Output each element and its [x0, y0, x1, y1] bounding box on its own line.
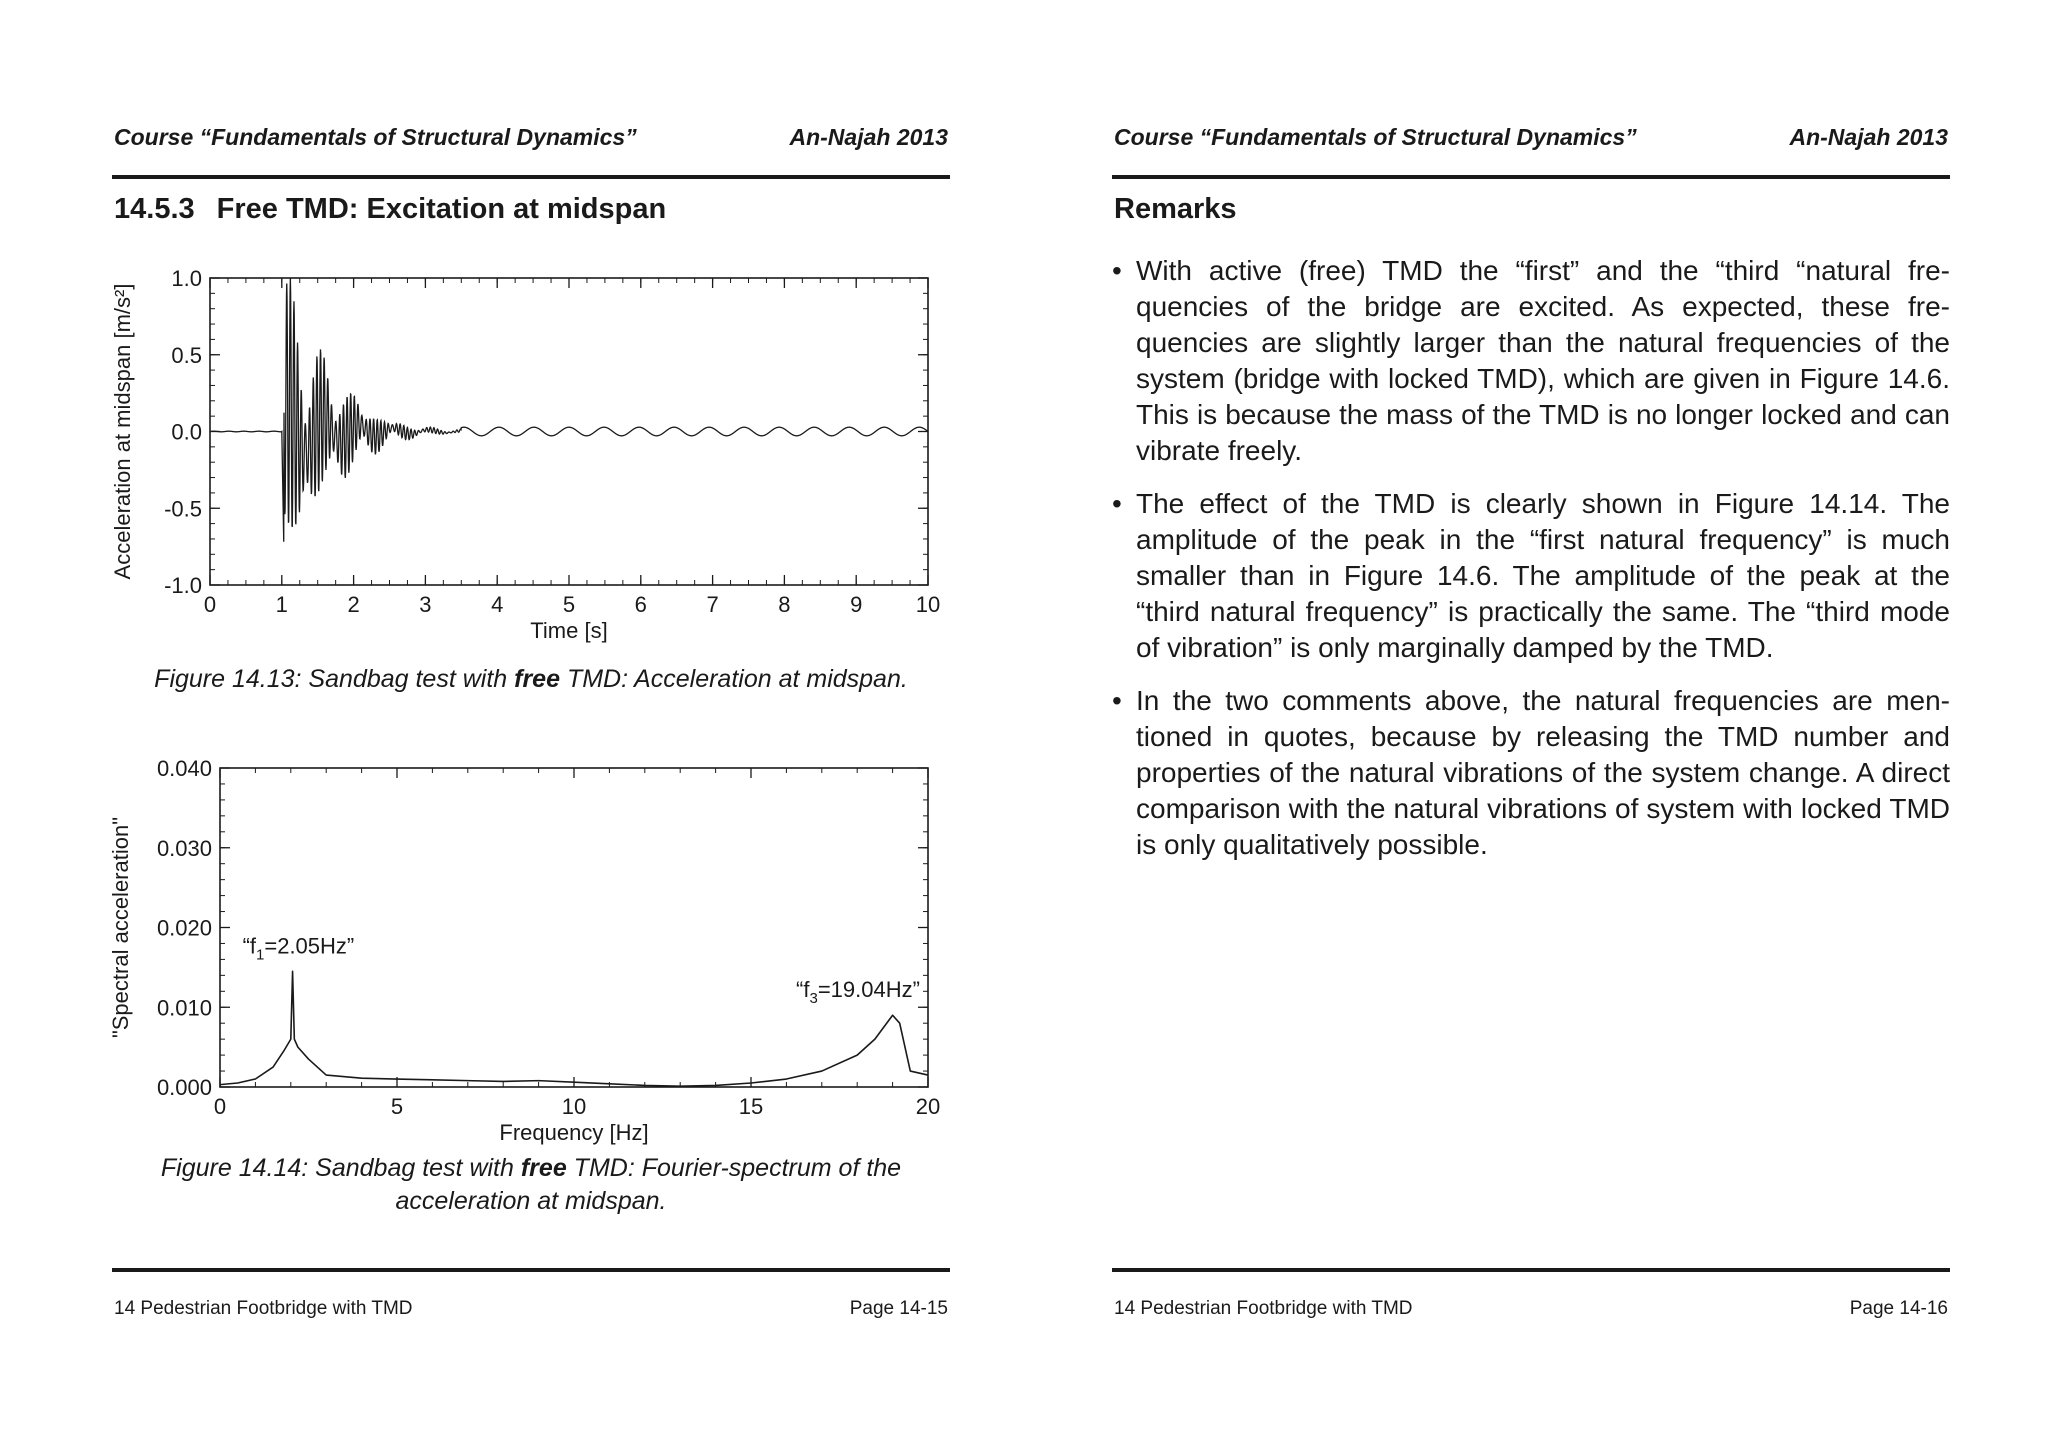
list-item-text: With active (free) TMD the “first” and the “third “natural frequencies of the bridge are excited. As expected, these frequencies are slightly larger than the natural frequencies of the system (bridge with locked TMD), which are given in Figure 14.6. This is because the mass of the TMD is no longer locked and can vibrate freely. — [1136, 255, 1950, 466]
section-title: Free TMD: Excitation at midspan — [216, 193, 667, 225]
caption-bold: free — [520, 1154, 567, 1182]
header-place: An-Najah 2013 — [789, 124, 948, 150]
y-tick-label: -0.5 — [164, 496, 202, 522]
caption-text: TMD: Fourier-spectrum of the — [566, 1154, 902, 1182]
section-heading — [114, 193, 666, 226]
remarks-list — [1112, 253, 1950, 880]
y-tick-label: 0.040 — [156, 756, 212, 781]
x-axis-label: Frequency [Hz] — [499, 1120, 649, 1145]
x-tick-label: 2 — [347, 592, 360, 617]
x-tick-label: 10 — [561, 1094, 587, 1119]
figure-14-13-caption — [112, 663, 950, 696]
peak-annotation: “$f_3=19.04Hz$” — [796, 977, 920, 1008]
y-tick-label: 0.010 — [156, 995, 212, 1021]
header-course: Course “Fundamentals of Structural Dynamics” — [1114, 124, 1637, 150]
spectrum-chart — [0, 750, 1000, 1150]
y-tick-label: 0.5 — [171, 342, 202, 368]
right-page — [1112, 0, 1950, 1448]
footer-rule — [1112, 1268, 1950, 1272]
x-axis-label: Time [s] — [530, 618, 608, 643]
peak-annotation: “$f_1=2.05Hz$” — [242, 933, 355, 964]
caption-text: TMD: Acceleration at midspan. — [560, 665, 908, 693]
list-item — [1112, 486, 1950, 666]
section-number: 14.5.3 — [114, 193, 195, 225]
bullet-icon: • — [1112, 488, 1122, 519]
page-header — [1112, 124, 1950, 156]
bullet-icon: • — [1112, 685, 1122, 716]
x-tick-label: 6 — [634, 592, 647, 617]
caption-text: Figure 14.14: Sandbag test with — [160, 1154, 521, 1182]
list-item — [1112, 683, 1950, 863]
x-tick-label: 0 — [213, 1094, 227, 1119]
x-tick-label: 1 — [275, 592, 288, 617]
page-header — [112, 124, 950, 156]
x-tick-label: 8 — [778, 592, 791, 617]
y-tick-label: 0.020 — [156, 915, 212, 941]
x-tick-label: 0 — [203, 592, 217, 617]
caption-text: acceleration at midspan. — [395, 1187, 667, 1215]
x-tick-label: 10 — [915, 592, 941, 617]
header-course: Course “Fundamentals of Structural Dynamics” — [114, 124, 637, 150]
y-tick-label: -1.0 — [164, 573, 202, 598]
x-tick-label: 15 — [738, 1094, 764, 1119]
footer-page: Page 14-16 — [1849, 1298, 1948, 1319]
x-tick-label: 4 — [491, 592, 504, 617]
header-place: An-Najah 2013 — [1789, 124, 1948, 150]
list-item — [1112, 253, 1950, 469]
y-axis-label: Acceleration at midspan [m/s²] — [110, 283, 135, 580]
list-item-text: The effect of the TMD is clearly shown in Figure 14.14. The amplitude of the peak in the “first natural frequency” is much smaller than in Figure 14.6. The amplitude of the peak at the “third natural frequency” is practically the same. The “third mode of vibration” is only marginally damped by the TMD. — [1136, 488, 1950, 663]
plot-frame — [220, 768, 928, 1087]
header-rule — [1112, 175, 1950, 179]
footer-rule — [112, 1268, 950, 1272]
remarks-heading: Remarks — [1114, 193, 1237, 225]
header-rule — [112, 175, 950, 179]
acceleration-series-line — [210, 278, 928, 541]
footer-chapter: 14 Pedestrian Footbridge with TMD — [1114, 1298, 1413, 1319]
x-tick-label: 3 — [419, 592, 432, 617]
x-tick-label: 7 — [706, 592, 719, 617]
y-tick-label: 0.0 — [171, 419, 202, 445]
list-item-text: In the two comments above, the natural frequencies are mentioned in quotes, because by releasing the TMD number and properties of the natural vibrations of the system change. A direct comparison with the natural vibrations of system with locked TMD is only qualitatively possible. — [1136, 685, 1950, 860]
y-axis-label: "Spectral acceleration" — [108, 816, 133, 1039]
x-tick-label: 20 — [915, 1094, 941, 1119]
caption-text: Figure 14.13: Sandbag test with — [154, 665, 515, 693]
caption-bold: free — [514, 665, 560, 693]
x-tick-label: 9 — [850, 592, 863, 617]
y-tick-label: 1.0 — [171, 266, 202, 291]
left-page — [108, 0, 950, 1448]
bullet-icon: • — [1112, 255, 1122, 286]
acceleration-time-chart — [0, 260, 1000, 660]
footer-page: Page 14-15 — [849, 1298, 948, 1319]
x-tick-label: 5 — [562, 592, 576, 617]
y-tick-label: 0.030 — [156, 835, 212, 861]
footer-chapter: 14 Pedestrian Footbridge with TMD — [114, 1298, 413, 1319]
y-tick-label: 0.000 — [156, 1075, 212, 1100]
x-tick-label: 5 — [390, 1094, 404, 1119]
figure-14-14-caption — [112, 1152, 950, 1218]
